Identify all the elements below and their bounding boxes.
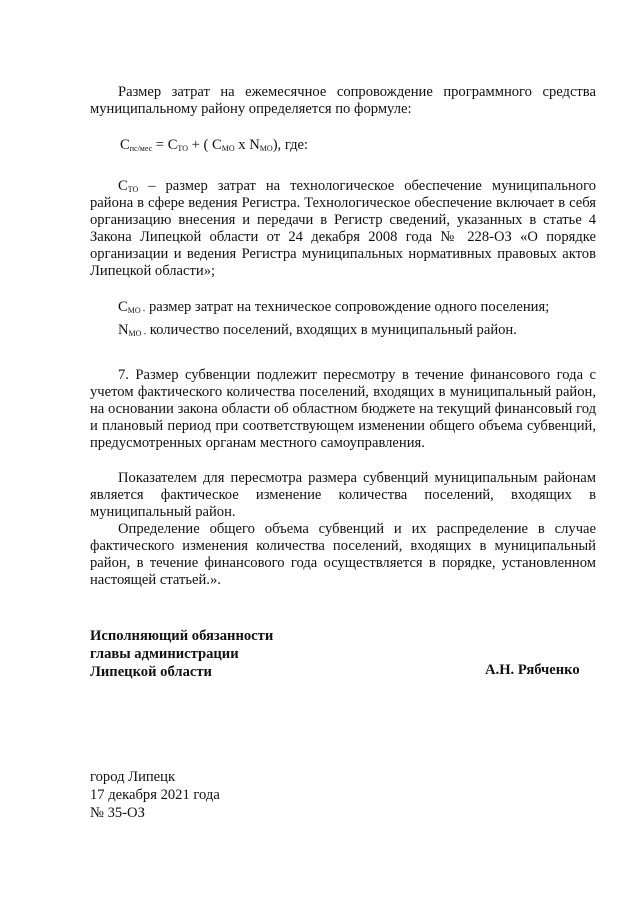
- def-nmo-symbol: N: [118, 322, 129, 338]
- formula-cto-symbol: С: [167, 137, 178, 153]
- signatory-name: А.Н. Рябченко: [485, 662, 580, 678]
- formula-plus: + (: [187, 137, 213, 153]
- paragraph-indicator: Показателем для пересмотра размера субвенций муниципальным районам является фактическое изменение количества поселений, входящих в муниципальный район.: [90, 470, 596, 520]
- formula-tail: ), где:: [272, 137, 309, 153]
- formula-equals: =: [152, 137, 168, 153]
- def-cto-sub: ТО: [127, 185, 139, 194]
- footer-city: город Липецк: [90, 769, 176, 785]
- definition-cto: [90, 178, 596, 280]
- def-cmo-sub: МО -: [127, 306, 146, 315]
- document-footer: [90, 768, 220, 822]
- signature-line-3: Липецкой области: [90, 664, 212, 680]
- formula-lhs-sub: пс/мес: [129, 144, 153, 153]
- def-cto-text: – размер затрат на технологическое обеспечение муниципального района в сфере ведения Регистра. Технологическое обеспечение включает в себя организацию внесения и передачи в Регистр сведений, указанных в статье 4 Закона Липецкой области от 24 декабря 2008 года № 228-ОЗ «О порядке организации и ведения Регистра муниципальных нормативных правовых актов Липецкой области»;: [90, 178, 596, 279]
- cost-formula: [120, 137, 626, 154]
- def-cto-symbol: С: [118, 178, 128, 194]
- def-cmo-symbol: С: [118, 299, 128, 315]
- formula-cmo-symbol: С: [212, 137, 222, 153]
- formula-cmo-sub: МО: [221, 144, 235, 153]
- paragraph-7: 7. Размер субвенции подлежит пересмотру в течение финансового года с учетом фактического количества поселений, входящих в муниципальный район, на основании закона области об областном бюджете на текущий финансовый год и плановый период при соответствующем изменении общего объема субвенций, предусмотренных органам местного самоуправления.: [90, 367, 596, 451]
- formula-lhs-symbol: С: [120, 137, 130, 153]
- definition-nmo: [118, 322, 598, 339]
- def-cmo-text: размер затрат на техническое сопровождение одного поселения;: [145, 299, 550, 315]
- footer-date: 17 декабря 2021 года: [90, 787, 220, 803]
- signature-line-1: Исполняющий обязанности: [90, 628, 274, 644]
- intro-paragraph: Размер затрат на ежемесячное сопровождение программного средства муниципальному району определяется по формуле:: [90, 84, 596, 117]
- def-nmo-sub: МО -: [128, 329, 147, 338]
- formula-times: х: [234, 137, 250, 153]
- footer-number: № 35-ОЗ: [90, 805, 145, 821]
- formula-nmo-sub: МО: [259, 144, 273, 153]
- paragraph-definition: Определение общего объема субвенций и их распределение в случае фактического изменения количества поселений, входящих в муниципальный район, в течение финансового года осуществляется в порядке, установленном настоящей статьей.».: [90, 521, 596, 588]
- formula-nmo-symbol: N: [249, 137, 260, 153]
- def-nmo-text: количество поселений, входящих в муниципальный район.: [146, 322, 517, 338]
- definition-cmo: [118, 299, 598, 316]
- formula-cto-sub: ТО: [177, 144, 188, 153]
- signature-line-2: главы администрации: [90, 646, 239, 662]
